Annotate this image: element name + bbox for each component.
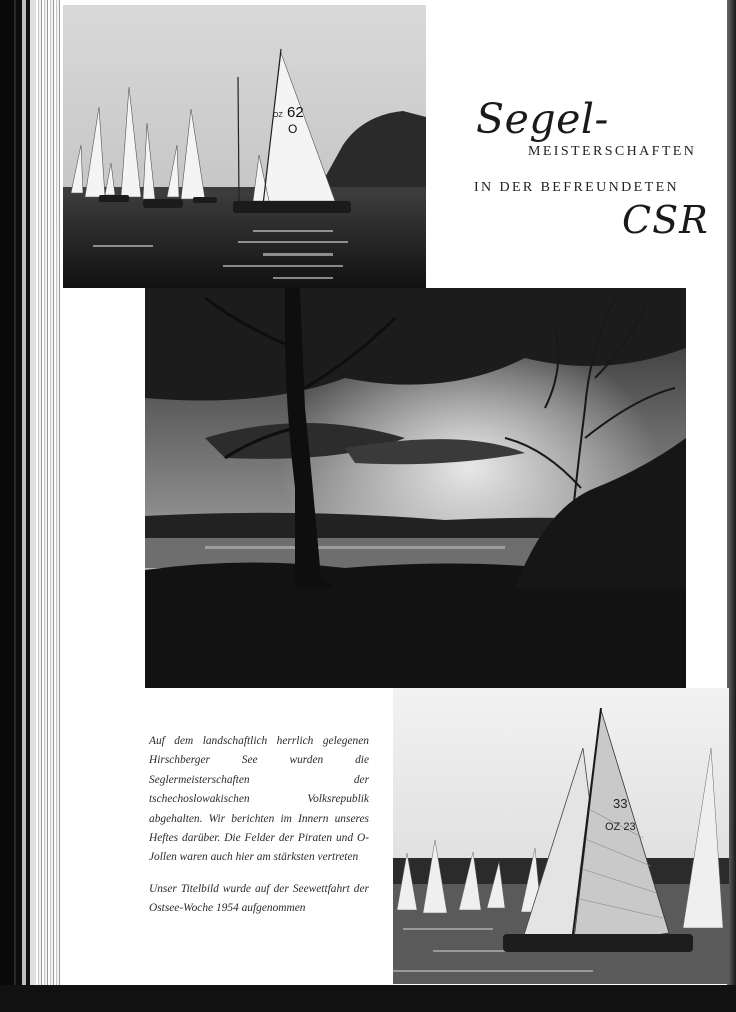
bottom-sail-label: OZ 23 [605,821,636,833]
heading-csr: CSR [622,198,709,242]
book-spine [0,0,36,1012]
top-sail-class: O [288,122,298,136]
bottom-sail-number: 33 [613,796,628,811]
heading-meisterschaften: MEISTERSCHAFTEN [528,144,697,159]
regatta-photo [393,688,729,984]
bottom-edge-shadow [0,985,736,1012]
caption-paragraph: Auf dem landschaftlich herrlich gelegenen Hirschberger See wurden die Seglermeisterschaften der tschechoslowakischen Volksrepublik abgehalten. Wir berichten im Innern unseres Heftes darüber. Die Felder der Piraten und O-Jollen waren auch hier am stärksten vertreten [149,735,369,864]
heading-segel: Segel- [476,95,609,143]
heading-befreundeten: IN DER BEFREUNDETEN [474,180,680,195]
cover-photo-note: Unser Titelbild wurde auf der Seewettfahrt der Ostsee-Woche 1954 aufgenommen [149,882,369,915]
lake-sunset-photo [145,288,686,688]
sailboats-photo [63,5,426,288]
photo-caption [149,732,369,919]
top-sail-prefix: OZ [273,112,283,119]
page-edges [36,0,60,1012]
top-sail-number: 62 [287,104,304,121]
